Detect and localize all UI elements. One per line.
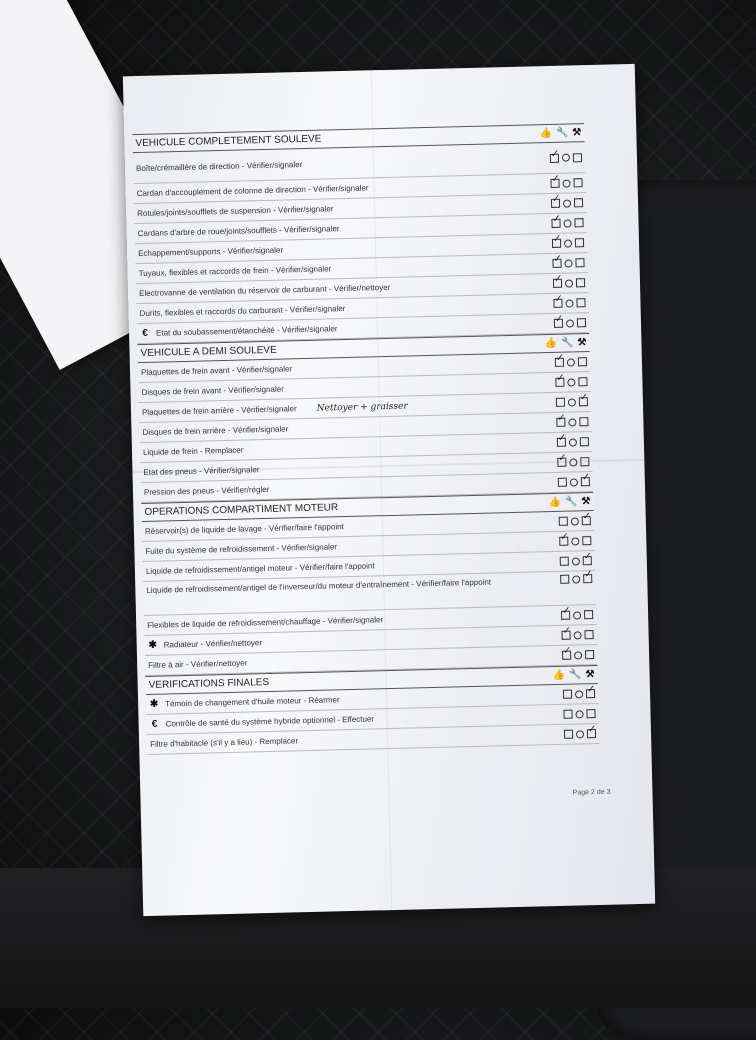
row-label: Radiateur - Vérifier/nettoyer [163,638,263,650]
attention-circle[interactable] [569,458,577,466]
status-marks [552,238,584,248]
section-title: VEHICULE A DEMI SOULEVE [140,344,277,360]
status-marks [553,278,585,288]
row-label: Electrovanne de ventilation du réservoir de carburant - Vérifier/nettoyer [139,282,391,299]
action-checkbox[interactable] [583,574,592,583]
action-checkbox[interactable] [573,178,582,187]
action-checkbox[interactable] [576,298,585,307]
action-checkbox[interactable] [579,417,588,426]
row-label: Etat des pneus - Vérifier/signaler [143,465,260,477]
inspection-checklist [132,123,599,755]
status-marks [560,556,592,566]
attention-circle[interactable] [562,179,570,187]
action-checkbox[interactable] [575,238,584,247]
euro-icon: € [142,327,149,339]
euro-icon: € [151,718,158,730]
attention-circle[interactable] [567,378,575,386]
row-label: Echappement/supports - Vérifier/signaler [138,245,284,259]
attention-circle[interactable] [574,651,582,659]
page-number: Page 2 de 3 [572,788,611,797]
legend-icons [539,127,581,139]
row-label: Filtre d'habitacle (s'il y a lieu) - Remplacer [150,736,299,749]
row-label: Tuyaux, flexibles et raccords de frein - Vérifier/signaler [138,264,332,279]
row-label-wrap [140,304,346,318]
status-marks [560,574,592,584]
row-label-wrap [139,264,332,278]
attention-circle[interactable] [564,239,572,247]
pin-icon: ✱ [148,639,158,651]
ok-checkbox[interactable] [553,299,562,308]
tools-icon: ⚒ [572,127,582,139]
row-label: Cardan d'accouplement de colonne de direction - Vérifier/signaler [136,183,369,199]
row-label: Cardans d'arbre de roue/joints/soufflets - Vérifier/signaler [137,224,340,239]
section-title: VERIFICATIONS FINALES [148,676,270,691]
row-label: Plaquettes de frein avant - Vérifier/signaler [140,364,293,378]
row-label-wrap [144,485,270,497]
row-label-wrap [146,561,375,576]
attention-circle[interactable] [572,575,580,583]
row-label-wrap [143,465,259,477]
attention-circle[interactable] [575,690,583,698]
row-label-wrap [150,736,298,749]
row-label: Plaquettes de frein arrière - Vérifier/signaler [141,404,297,418]
legend-icons [544,337,586,349]
row-label-wrap [140,323,338,339]
ok-checkbox[interactable] [550,153,559,162]
ok-checkbox[interactable] [551,199,560,208]
section-title: VEHICULE COMPLETEMENT SOULEVE [135,133,322,150]
action-checkbox[interactable] [584,610,593,619]
action-checkbox[interactable] [586,709,595,718]
attention-circle[interactable] [567,358,575,366]
action-checkbox[interactable] [578,357,587,366]
attention-circle[interactable] [570,478,578,486]
action-checkbox[interactable] [587,729,596,738]
status-marks [559,516,591,526]
status-marks [556,397,588,407]
action-checkbox[interactable] [580,457,589,466]
ok-checkbox[interactable] [559,537,568,546]
row-label: Disques de frein arrière - Vérifier/signaler [142,424,289,438]
ok-checkbox[interactable] [553,279,562,288]
attention-circle[interactable] [565,299,573,307]
ok-checkbox[interactable] [554,319,563,328]
status-marks [552,258,584,268]
row-label-wrap [142,424,288,437]
attention-circle[interactable] [563,199,571,207]
action-checkbox[interactable] [580,437,589,446]
ok-checkbox[interactable] [564,730,573,739]
attention-circle[interactable] [562,153,570,161]
status-marks [559,536,591,546]
checklist-paper [123,64,655,916]
ok-checkbox[interactable] [559,517,568,526]
status-marks [550,178,582,188]
ok-checkbox[interactable] [550,179,559,188]
ok-checkbox[interactable] [562,651,571,660]
row-label: Durits, flexibles et raccords du carburant - Vérifier/signaler [139,304,346,319]
action-checkbox[interactable] [579,397,588,406]
row-label: Flexibles de liquide de refroidissement/chauffage - Vérifier/signaler [147,615,384,630]
ok-checkbox[interactable] [552,259,561,268]
attention-circle[interactable] [576,730,584,738]
attention-circle[interactable] [568,398,576,406]
attention-circle[interactable] [571,517,579,525]
row-label-wrap [145,522,344,536]
thumbs-up-icon: 👍 [544,337,558,350]
status-marks [553,298,585,308]
row-label: Liquide de frein - Remplacer [142,445,244,457]
status-marks [555,357,587,367]
row-label-wrap [143,446,244,457]
row-label-wrap [138,224,340,238]
row-label-wrap [141,385,283,397]
ok-checkbox[interactable] [556,418,565,427]
row-label: Rotules/joints/soufflets de suspension - Vérifier/signaler [137,204,334,219]
status-marks [556,417,588,427]
status-marks [557,457,589,467]
row-label-wrap [137,204,334,218]
action-checkbox[interactable] [583,556,592,565]
status-marks [551,218,583,228]
attention-circle[interactable] [569,438,577,446]
ok-checkbox[interactable] [563,710,572,719]
action-checkbox[interactable] [573,153,582,162]
thumbs-up-icon: 👍 [548,496,562,509]
ok-checkbox[interactable] [561,611,570,620]
ok-checkbox[interactable] [558,478,567,487]
attention-circle[interactable] [573,611,581,619]
status-marks [550,153,582,163]
row-label: Fuite du système de refroidissement - Vérifier/signaler [145,542,338,556]
pin-icon: ✱ [149,698,159,710]
row-label-wrap [142,401,408,417]
action-checkbox[interactable] [585,650,594,659]
tools-icon: ⚒ [581,496,591,508]
attention-circle[interactable] [574,631,582,639]
ok-checkbox[interactable] [555,378,564,387]
action-checkbox[interactable] [577,318,586,327]
row-label: Liquide de refroidissement/antigel de l'inverseur/du moteur d'entraînement - Vérifier/faire l'appoint [146,577,492,595]
legend-icons [553,669,595,681]
row-label: Boîte/crémaillère de direction - Vérifier/signaler [135,159,303,173]
attention-circle[interactable] [565,279,573,287]
ok-checkbox[interactable] [551,219,560,228]
status-marks [562,650,594,660]
ok-checkbox[interactable] [556,398,565,407]
tools-icon: ⚒ [577,337,587,349]
status-marks [554,318,586,328]
attention-circle[interactable] [564,259,572,267]
ok-checkbox[interactable] [557,438,566,447]
action-checkbox[interactable] [586,689,595,698]
action-checkbox[interactable] [581,477,590,486]
row-label: Filtre à air - Vérifier/nettoyer [148,658,248,670]
row-label-wrap [136,160,302,173]
row-label-wrap [139,283,390,298]
thumbs-up-icon: 👍 [552,669,566,682]
row-label: Pression des pneus - Vérifier/régler [143,484,270,497]
attention-circle[interactable] [572,557,580,565]
status-marks [564,729,596,739]
ok-checkbox[interactable] [560,557,569,566]
attention-circle[interactable] [575,710,583,718]
section-title: OPERATIONS COMPARTIMENT MOTEUR [144,502,339,518]
row-label-wrap [150,713,375,729]
handwritten-note: Nettoyer + graisser [316,401,408,414]
row-label-wrap [148,637,263,651]
ok-checkbox[interactable] [557,458,566,467]
status-marks [557,437,589,447]
wrench-icon: 🔧 [560,337,574,349]
action-checkbox[interactable] [574,198,583,207]
status-marks [555,377,587,387]
attention-circle[interactable] [568,418,576,426]
tools-icon: ⚒ [585,669,595,681]
ok-checkbox[interactable] [552,239,561,248]
status-marks [561,630,593,640]
row-label-wrap [138,246,283,259]
row-label: Disques de frein avant - Vérifier/signaler [141,384,284,398]
status-marks [561,610,593,620]
legend-icons [548,496,590,508]
status-marks [558,477,590,487]
attention-circle[interactable] [563,219,571,227]
thumbs-up-icon: 👍 [539,127,553,140]
action-checkbox[interactable] [576,278,585,287]
row-label-wrap [145,542,337,556]
row-label: Contrôle de santé du système hybride optionnel - Effectuer [165,714,375,729]
wrench-icon: 🔧 [564,496,578,508]
row-label: Témoin de changement d'huile moteur - Réarmer [165,695,340,709]
ok-checkbox[interactable] [563,690,572,699]
ok-checkbox[interactable] [561,631,570,640]
status-marks [563,689,595,699]
attention-circle[interactable] [566,319,574,327]
action-checkbox[interactable] [575,258,584,267]
action-checkbox[interactable] [584,630,593,639]
action-checkbox[interactable] [582,536,591,545]
row-label: Etat du soubassement/étanchéité - Vérifier/signaler [155,324,338,338]
row-label: Liquide de refroidissement/antigel moteur - Vérifier/faire l'appoint [145,561,375,576]
status-marks [563,709,595,719]
action-checkbox[interactable] [582,516,591,525]
row-label-wrap [149,694,340,710]
ok-checkbox[interactable] [555,358,564,367]
ok-checkbox[interactable] [560,575,569,584]
status-marks [551,198,583,208]
wrench-icon: 🔧 [569,669,582,681]
wrench-icon: 🔧 [555,127,569,139]
action-checkbox[interactable] [578,377,587,386]
row-label: Réservoir(s) de liquide de lavage - Vérifier/faire l'appoint [144,522,344,536]
action-checkbox[interactable] [574,218,583,227]
row-label-wrap [137,183,369,198]
row-label-wrap [141,364,292,377]
row-label-wrap [147,615,383,630]
attention-circle[interactable] [571,537,579,545]
row-label-wrap [148,659,247,670]
